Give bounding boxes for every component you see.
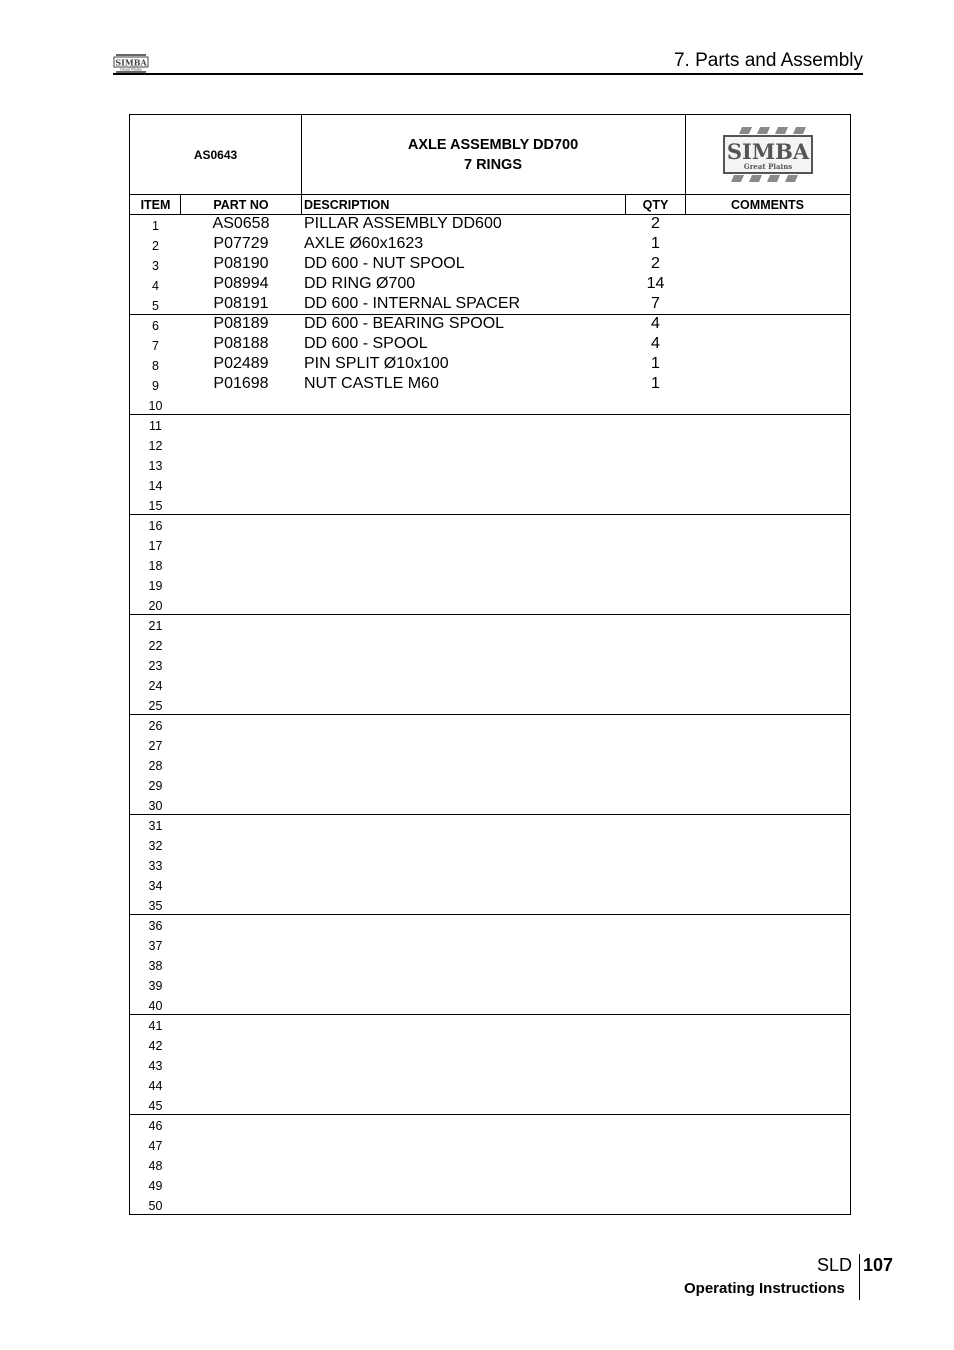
row-item-number: 7 <box>152 339 159 353</box>
row-description: DD 600 - SPOOL <box>304 335 428 352</box>
row-item-number: 3 <box>152 259 159 273</box>
table-row <box>130 1035 850 1055</box>
col-header-part-no: PART NO <box>213 198 269 212</box>
table-row <box>130 835 850 855</box>
row-qty: 2 <box>651 255 660 272</box>
row-item-number: 34 <box>148 879 163 893</box>
row-qty: 14 <box>646 275 665 292</box>
table-row <box>130 575 850 595</box>
table-row <box>130 235 850 255</box>
assembly-code: AS0643 <box>193 148 238 162</box>
table-row <box>130 735 850 755</box>
row-item-number: 11 <box>149 419 162 433</box>
header-logo-text: SIMBA <box>115 57 147 68</box>
row-item-number: 38 <box>148 959 163 973</box>
row-item-number: 49 <box>148 1179 163 1193</box>
item-col-rule <box>180 195 181 215</box>
row-description: PIN SPLIT Ø10x100 <box>304 355 449 372</box>
table-row <box>130 395 850 415</box>
table-row <box>130 1055 850 1075</box>
table-row <box>130 275 850 295</box>
row-qty: 4 <box>651 315 660 332</box>
row-part-no: AS0658 <box>212 215 270 232</box>
assembly-simba-logo <box>685 115 850 195</box>
col-header-item: ITEM <box>140 198 171 212</box>
row-item-number: 1 <box>152 219 159 233</box>
assembly-title-line2: 7 RINGS <box>463 157 522 173</box>
row-item-number: 29 <box>148 779 163 793</box>
row-item-number: 2 <box>152 239 159 253</box>
row-description: PILLAR ASSEMBLY DD600 <box>304 215 502 232</box>
row-qty: 1 <box>651 235 660 252</box>
row-item-number: 35 <box>148 899 163 913</box>
row-qty: 1 <box>651 355 660 372</box>
row-item-number: 40 <box>148 999 163 1013</box>
header-simba-logo <box>113 53 149 73</box>
row-item-number: 9 <box>152 379 159 393</box>
row-qty: 2 <box>651 215 660 232</box>
part-col-rule <box>301 115 302 215</box>
row-item-number: 23 <box>148 659 163 673</box>
row-part-no: P02489 <box>213 355 269 372</box>
row-item-number: 28 <box>148 759 163 773</box>
row-item-number: 16 <box>148 519 163 533</box>
table-row <box>130 375 850 395</box>
row-item-number: 4 <box>152 279 159 293</box>
row-description: DD RING Ø700 <box>304 275 416 292</box>
table-row <box>130 815 850 835</box>
row-item-number: 41 <box>148 1019 163 1033</box>
footer-page-number: 107 <box>863 1255 894 1275</box>
row-item-number: 32 <box>148 839 163 853</box>
desc-col-rule <box>625 195 626 215</box>
table-row <box>130 535 850 555</box>
table-row <box>130 875 850 895</box>
table-row <box>130 895 850 915</box>
row-item-number: 22 <box>148 639 163 653</box>
table-row <box>130 255 850 275</box>
table-row <box>130 955 850 975</box>
assembly-logo-sub: Great Plains <box>743 162 792 171</box>
table-row <box>130 755 850 775</box>
footer-subtitle: Operating Instructions <box>684 1280 845 1297</box>
assembly-title <box>301 115 685 195</box>
table-row <box>130 355 850 375</box>
row-part-no: P08189 <box>213 315 269 332</box>
row-item-number: 30 <box>148 799 163 813</box>
table-row <box>130 295 850 315</box>
row-item-number: 43 <box>148 1059 163 1073</box>
row-part-no: P08994 <box>213 275 269 292</box>
table-row <box>130 555 850 575</box>
row-part-no: P07729 <box>213 235 269 252</box>
table-row <box>130 515 850 535</box>
table-row <box>130 1135 850 1155</box>
header-divider <box>130 194 850 195</box>
row-item-number: 46 <box>148 1119 163 1133</box>
row-qty: 4 <box>651 335 660 352</box>
row-item-number: 39 <box>148 979 163 993</box>
footer-model: SLD <box>817 1255 853 1275</box>
table-row <box>130 335 850 355</box>
table-row <box>130 415 850 435</box>
row-qty: 1 <box>651 375 660 392</box>
col-header-comments: COMMENTS <box>731 198 804 212</box>
row-item-number: 50 <box>148 1199 163 1213</box>
row-item-number: 45 <box>148 1099 163 1113</box>
row-item-number: 6 <box>152 319 159 333</box>
header-logo-sub: Great Plains <box>120 67 142 72</box>
row-item-number: 25 <box>148 699 163 713</box>
row-item-number: 27 <box>148 739 163 753</box>
footer-divider <box>859 1254 860 1300</box>
table-row <box>130 935 850 955</box>
table-row <box>130 435 850 455</box>
row-item-number: 19 <box>148 579 163 593</box>
row-item-number: 13 <box>148 459 163 473</box>
table-row <box>130 615 850 635</box>
table-row <box>130 715 850 735</box>
table-row <box>130 795 850 815</box>
table-row <box>130 475 850 495</box>
row-part-no: P08188 <box>213 335 269 352</box>
parts-sheet <box>129 114 851 1215</box>
table-row <box>130 915 850 935</box>
table-row <box>130 1175 850 1195</box>
table-row <box>130 655 850 675</box>
row-item-number: 36 <box>148 919 163 933</box>
row-item-number: 20 <box>148 599 163 613</box>
row-description: AXLE Ø60x1623 <box>304 235 424 252</box>
row-item-number: 47 <box>148 1139 163 1153</box>
qty-col-rule <box>685 115 686 215</box>
row-part-no: P08191 <box>213 295 269 312</box>
row-description: NUT CASTLE M60 <box>304 375 439 392</box>
col-header-description: DESCRIPTION <box>304 198 390 212</box>
table-row <box>130 1015 850 1035</box>
row-item-number: 8 <box>152 359 159 373</box>
row-item-number: 48 <box>148 1159 163 1173</box>
table-row <box>130 975 850 995</box>
row-item-number: 21 <box>148 619 163 633</box>
row-description: DD 600 - NUT SPOOL <box>304 255 465 272</box>
table-row <box>130 495 850 515</box>
row-description: DD 600 - INTERNAL SPACER <box>304 295 521 312</box>
header-rule <box>113 73 863 75</box>
table-row <box>130 635 850 655</box>
table-row <box>130 1075 850 1095</box>
row-item-number: 5 <box>152 299 159 313</box>
table-row <box>130 675 850 695</box>
row-qty: 7 <box>651 295 660 312</box>
row-item-number: 31 <box>148 819 163 833</box>
row-item-number: 33 <box>148 859 163 873</box>
row-item-number: 17 <box>148 539 163 553</box>
row-item-number: 42 <box>148 1039 163 1053</box>
table-row <box>130 1155 850 1175</box>
table-row <box>130 215 850 235</box>
row-item-number: 14 <box>148 479 163 493</box>
row-part-no: P08190 <box>213 255 269 272</box>
row-item-number: 18 <box>148 559 163 573</box>
col-header-qty: QTY <box>642 198 669 212</box>
table-row <box>130 315 850 335</box>
row-item-number: 10 <box>148 399 163 413</box>
assembly-title-line1: AXLE ASSEMBLY DD700 <box>407 137 579 153</box>
row-item-number: 15 <box>148 499 163 513</box>
section-title: 7. Parts and Assembly <box>673 50 863 71</box>
table-row <box>130 775 850 795</box>
row-item-number: 44 <box>148 1079 163 1093</box>
assembly-logo-text: SIMBA <box>726 139 809 164</box>
row-item-number: 12 <box>148 439 163 453</box>
row-part-no: P01698 <box>213 375 269 392</box>
row-item-number: 37 <box>148 939 163 953</box>
row-item-number: 26 <box>148 719 163 733</box>
table-row <box>130 1095 850 1115</box>
table-row <box>130 1195 850 1215</box>
table-row <box>130 1115 850 1135</box>
row-item-number: 24 <box>148 679 163 693</box>
row-description: DD 600 - BEARING SPOOL <box>304 315 505 332</box>
table-row <box>130 995 850 1015</box>
table-row <box>130 855 850 875</box>
table-row <box>130 595 850 615</box>
table-row <box>130 695 850 715</box>
table-row <box>130 455 850 475</box>
